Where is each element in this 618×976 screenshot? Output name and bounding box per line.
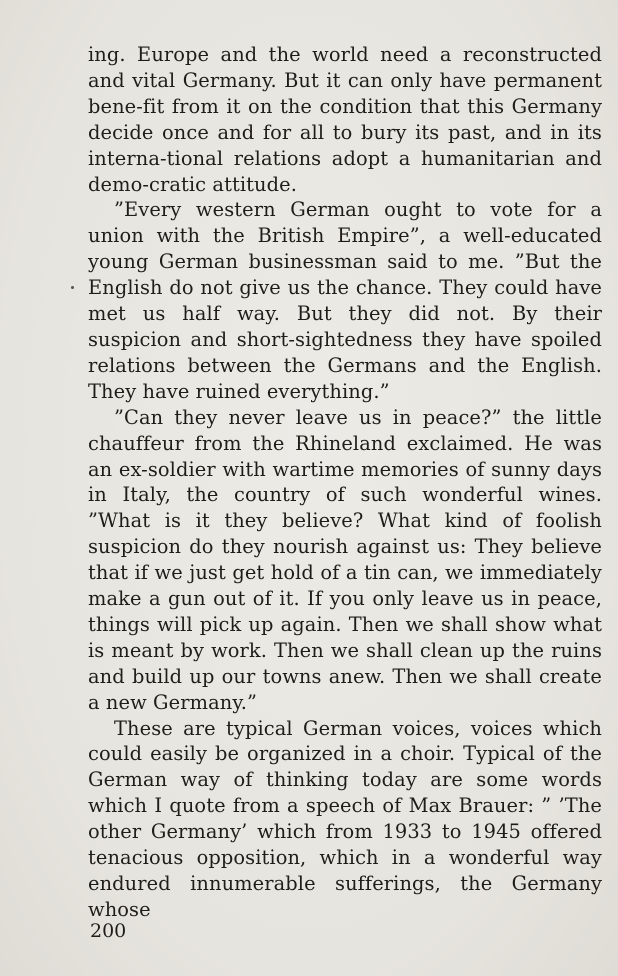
- page-number: 200: [90, 920, 127, 942]
- paragraph-1: ing. Europe and the world need a reconstructed and vital Germany. But it can only have permanent bene-fit from it on the condition that this Germany decide once and for all to bury its past, and in its interna-tional relations adopt a humanitarian and demo-cratic attitude.: [88, 43, 602, 196]
- paragraph-3: ”Can they never leave us in peace?” the little chauffeur from the Rhineland exclaimed. He was an ex-soldier with wartime memories of sunny days in Italy, the country of such wonderful wines. ”What is it they believe? What kind of foolish suspicion do they nourish against us: They believe that if we just get hold of a tin can, we immediately make a gun out of it. If you only leave us in peace, things will pick up again. Then we shall show what is meant by work. Then we shall clean up the ruins and build up our towns anew. Then we shall create a new Germany.”: [88, 405, 602, 714]
- paragraph-4: These are typical German voices, voices which could easily be organized in a choir. Typical of the German way of thinking today are some words which I quote from a speech of Max Brauer: ” ’The other Germany’ which from 1933 to 1945 offered tenacious opposition, which in a wonderful way endured innumerable sufferings, the Germany whose: [88, 716, 602, 921]
- body-text: [88, 42, 602, 923]
- paragraph-2: ”Every western German ought to vote for a union with the British Empire”, a well-educated young German businessman said to me. ”But the English do not give us the chance. They could have met us half way. But they did not. By their suspicion and short-sightedness they have spoiled relations between the Germans and the English. They have ruined everything.”: [88, 198, 602, 403]
- ink-speck: [71, 286, 74, 289]
